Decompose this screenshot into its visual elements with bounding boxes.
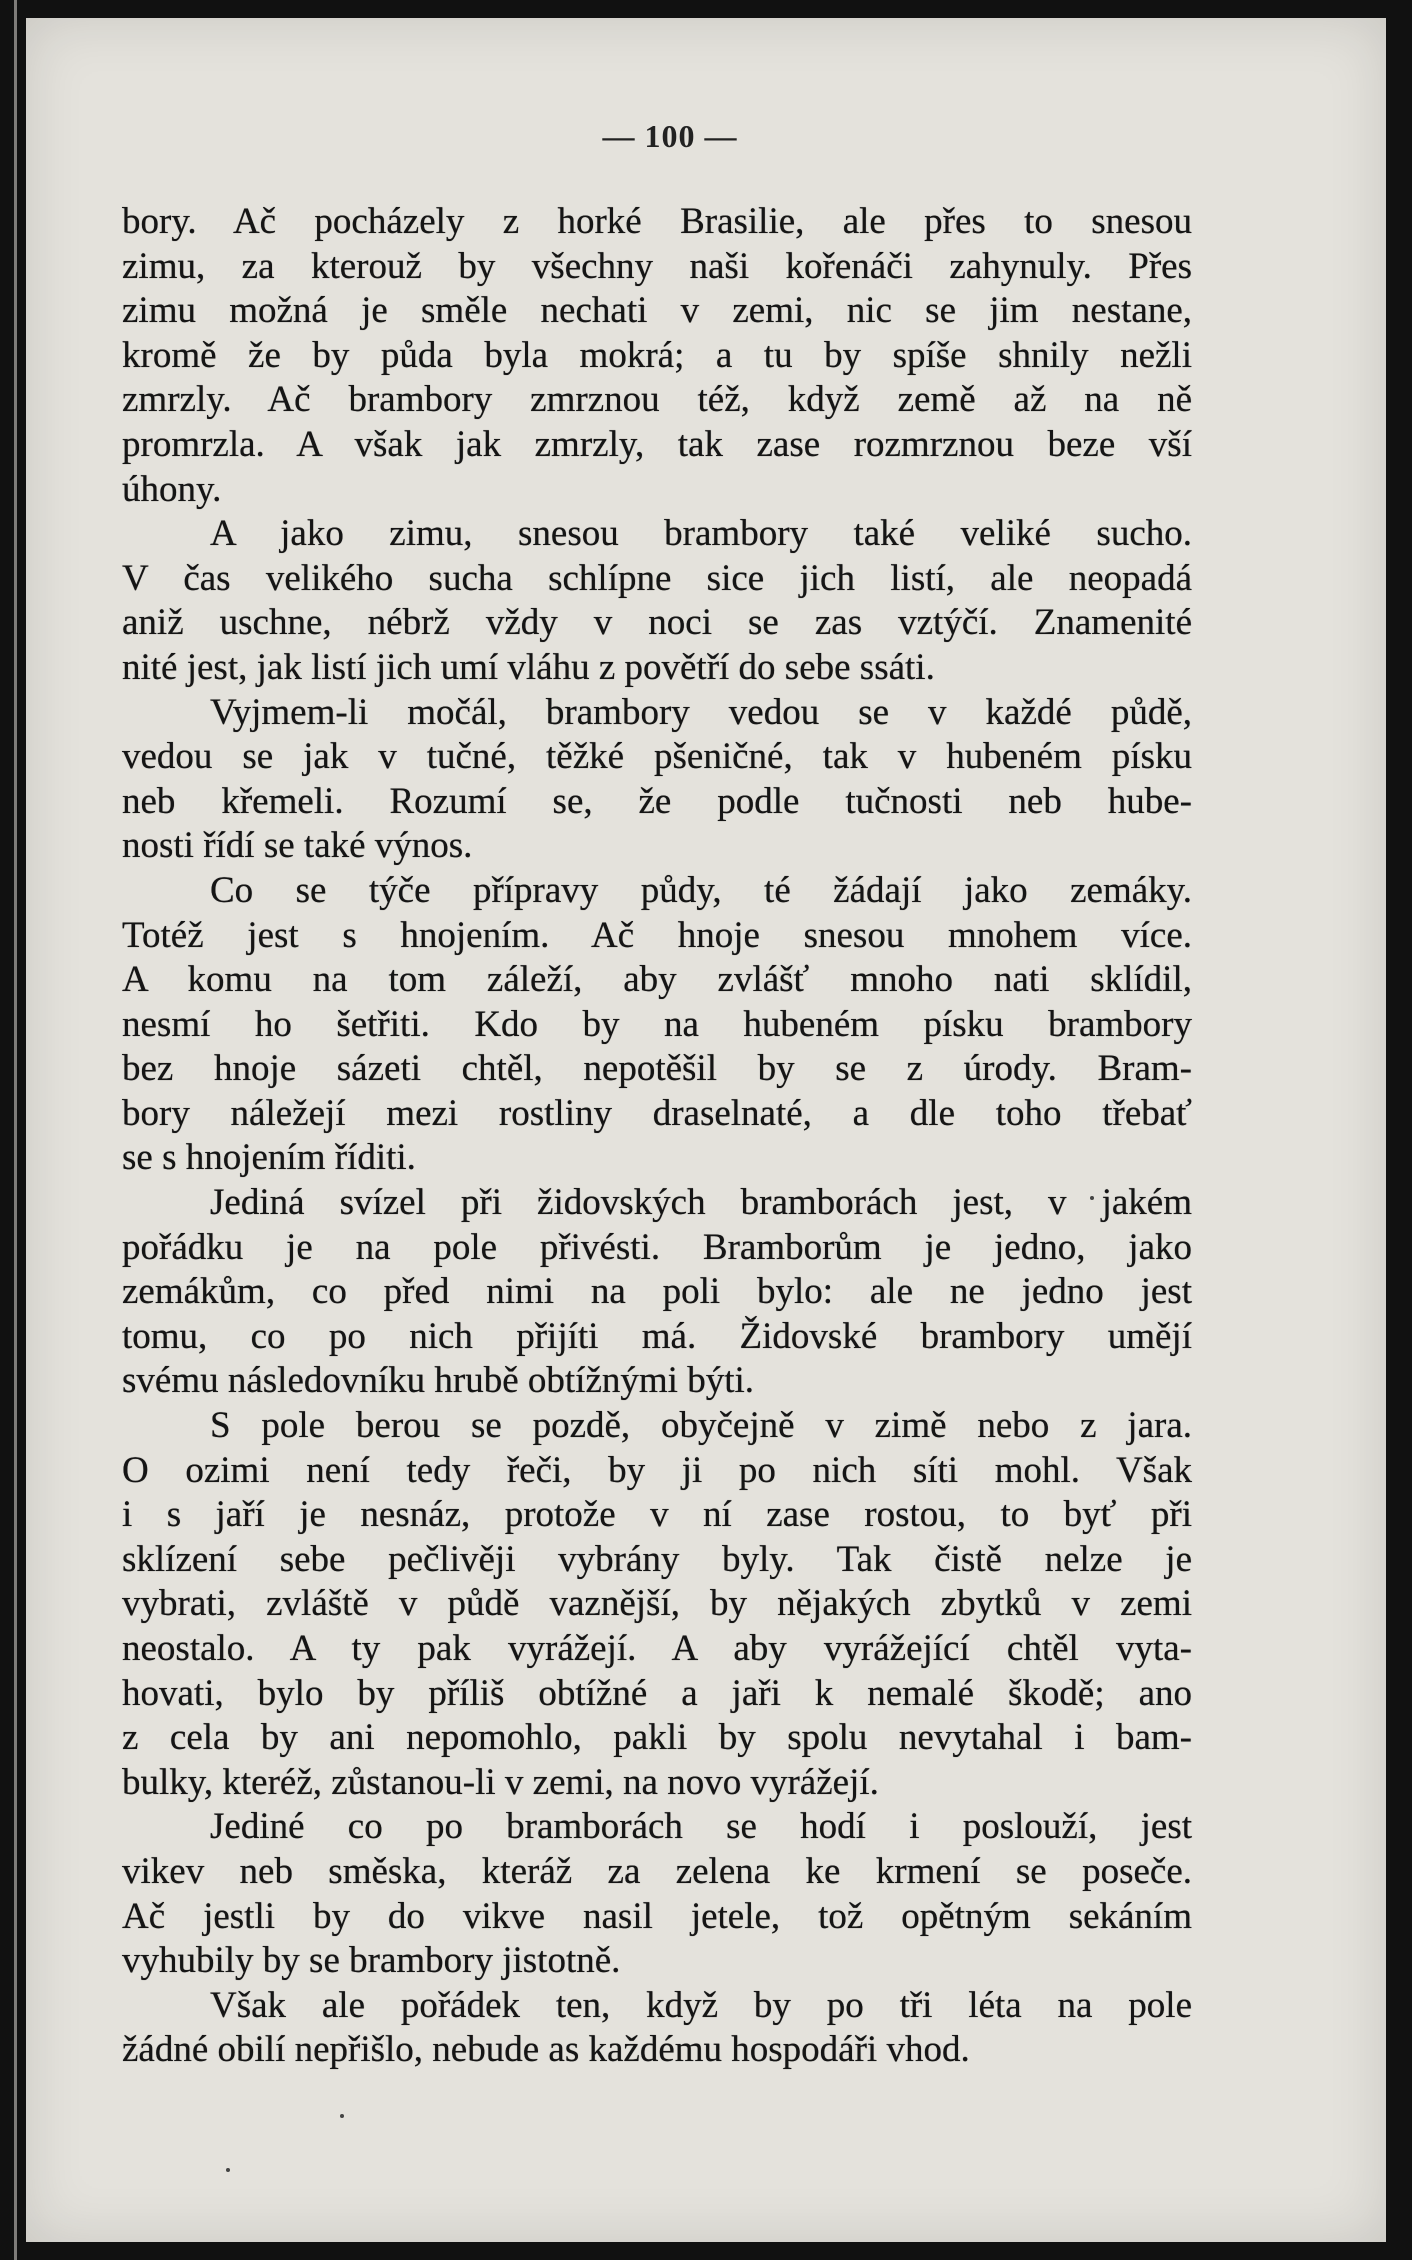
- text-line: bulky, kteréž, zůstanou-li v zemi, na novo vyrážejí.: [122, 1761, 879, 1803]
- text-line: vedou se jak v tučné, těžké pšeničné, tak v hubeném písku: [122, 736, 1192, 778]
- paragraph: [122, 1181, 1192, 1404]
- text-line: Vyjmem-li močál, brambory vedou se v každé půdě,: [210, 691, 1192, 733]
- running-head-page-number: — 100 —: [602, 118, 738, 154]
- text-line: žádné obilí nepřišlo, nebude as každému hospodáři vhod.: [122, 2029, 970, 2071]
- text-line: Jediná svízel při židovských bramborách jest, v jakém: [210, 1182, 1192, 1224]
- text-line: bez hnoje sázeti chtěl, nepotěšil by se z úrody. Bram-: [122, 1048, 1192, 1090]
- text-line: nosti řídí se také výnos.: [122, 825, 473, 867]
- text-line: neostalo. A ty pak vyrážejí. A aby vyrážející chtěl vyta-: [122, 1628, 1192, 1669]
- paragraph: [122, 1805, 1192, 1983]
- text-line: svému následovníku hrubě obtížnými býti.: [122, 1360, 754, 1402]
- text-line: se s hnojením říditi.: [122, 1137, 416, 1179]
- text-line: Totéž jest s hnojením. Ač hnoje snesou mnohem více.: [122, 914, 1192, 956]
- paper-speck: [340, 2114, 344, 2118]
- text-line: bory náležejí mezi rostliny draselnaté, a dle toho třebať: [122, 1092, 1192, 1134]
- text-line: O ozimi není tedy řeči, by ji po nich síti mohl. Však: [122, 1449, 1192, 1491]
- text-line: Ač jestli by do vikve nasil jetele, tož opětným sekáním: [122, 1895, 1192, 1937]
- text-line: neb křemeli. Rozumí se, že podle tučnosti neb hube-: [122, 780, 1192, 822]
- text-line: vyhubily by se brambory jistotně.: [122, 1940, 621, 1982]
- paragraph: [122, 1404, 1192, 1805]
- text-line: nité jest, jak listí jich umí vláhu z povětří do sebe ssáti.: [122, 646, 935, 688]
- text-line: pořádku je na pole přivésti. Bramborům je jedno, jako: [122, 1226, 1192, 1268]
- text-line: Co se týče přípravy půdy, té žádají jako zemáky.: [210, 869, 1192, 911]
- paragraph: [122, 1984, 1192, 2073]
- text-line: A jako zimu, snesou brambory také veliké sucho.: [210, 513, 1192, 555]
- paragraph: [122, 200, 1192, 512]
- text-line: bory. Ač pocházely z horké Brasilie, ale přes to snesou: [122, 201, 1192, 242]
- paragraph: [122, 869, 1192, 1181]
- text-line: zimu, za kterouž by všechny naši kořenáči zahynuly. Přes: [122, 245, 1192, 287]
- text-line: nesmí ho šetřiti. Kdo by na hubeném písku brambory: [122, 1003, 1192, 1045]
- body-text: [122, 200, 1192, 2073]
- text-line: zemákům, co před nimi na poli bylo: ale ne jedno jest: [122, 1271, 1192, 1313]
- text-line: aniž uschne, nébrž vždy v noci se zas vztýčí. Znamenité: [122, 602, 1192, 644]
- text-line: V čas velikého sucha schlípne sice jich listí, ale neopadá: [122, 557, 1192, 599]
- paragraph: [122, 512, 1192, 690]
- text-line: zmrzly. Ač brambory zmrznou též, když země až na ně: [122, 379, 1192, 421]
- text-line: sklízení sebe pečlivěji vybrány byly. Tak čistě nelze je: [122, 1538, 1192, 1580]
- binding-edge: [14, 0, 17, 2260]
- text-line: i s jaří je nesnáz, protože v ní zase rostou, to byť při: [122, 1494, 1192, 1536]
- text-line: vikev neb směska, kteráž za zelena ke krmení se poseče.: [122, 1850, 1192, 1892]
- text-line: tomu, co po nich přijíti má. Židovské brambory umějí: [122, 1315, 1192, 1357]
- text-line: zimu možná je směle nechati v zemi, nic se jim nestane,: [122, 290, 1192, 332]
- text-line: promrzla. A však jak zmrzly, tak zase rozmrznou beze vší: [122, 423, 1192, 465]
- text-line: Jediné co po bramborách se hodí i poslouží, jest: [210, 1806, 1192, 1848]
- text-line: vybrati, zvláště v půdě vaznější, by nějakých zbytků v zemi: [122, 1583, 1192, 1625]
- text-line: kromě že by půda byla mokrá; a tu by spíše shnily nežli: [122, 334, 1192, 376]
- paper-speck: [226, 2168, 230, 2172]
- text-line: hovati, bylo by příliš obtížné a jaři k nemalé škodě; ano: [122, 1672, 1192, 1714]
- text-line: úhony.: [122, 468, 222, 510]
- text-line: Však ale pořádek ten, když by po tři léta na pole: [210, 1984, 1192, 2026]
- text-line: A komu na tom záleží, aby zvlášť mnoho nati sklídil,: [122, 959, 1192, 1001]
- text-line: S pole berou se pozdě, obyčejně v zimě nebo z jara.: [210, 1405, 1192, 1447]
- paragraph: [122, 691, 1192, 869]
- text-line: z cela by ani nepomohlo, pakli by spolu nevytahal i bam-: [122, 1717, 1192, 1759]
